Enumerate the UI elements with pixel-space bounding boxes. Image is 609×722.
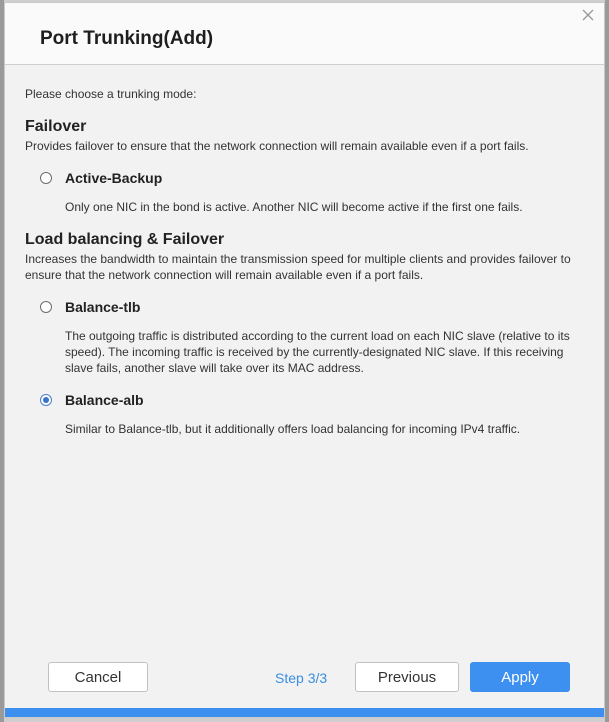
radio-active-backup[interactable] (40, 172, 52, 184)
close-icon (580, 7, 596, 23)
cancel-button[interactable]: Cancel (48, 662, 148, 692)
option-label-active-backup[interactable]: Active-Backup (65, 170, 163, 186)
section-desc-line: ensure that the network connection will remain available even if a port fails. (25, 268, 424, 282)
option-desc-line: The outgoing traffic is distributed according to the current load on each NIC slave (relative to its (65, 329, 570, 343)
option-desc-line: slave fails, another slave will take over its MAC address. (65, 361, 364, 375)
option-desc-line: speed). The incoming traffic is received by the currently-designated NIC slave. If this receiving (65, 345, 564, 359)
section-title-load-balancing: Load balancing & Failover (25, 231, 225, 248)
option-balance-alb[interactable] (40, 392, 144, 408)
radio-balance-alb[interactable] (40, 394, 52, 406)
dialog-bottom-accent-bar (5, 708, 604, 717)
previous-button[interactable]: Previous (355, 662, 459, 692)
radio-balance-tlb[interactable] (40, 301, 52, 313)
close-button[interactable] (580, 7, 596, 23)
option-desc-balance-tlb (65, 328, 590, 376)
option-balance-tlb[interactable] (40, 299, 140, 315)
section-desc-line: Increases the bandwidth to maintain the transmission speed for multiple clients and provides failover to (25, 252, 571, 266)
step-indicator: Step 3/3 (275, 670, 328, 686)
option-label-balance-tlb[interactable]: Balance-tlb (65, 299, 141, 315)
dialog-title: Port Trunking(Add) (40, 28, 214, 49)
section-desc-load-balancing (25, 251, 605, 283)
section-title-failover: Failover (25, 118, 87, 135)
section-desc-failover: Provides failover to ensure that the network connection will remain available even if a port fails. (25, 139, 529, 153)
option-desc-active-backup: Only one NIC in the bond is active. Another NIC will become active if the first one fails. (65, 200, 523, 214)
option-label-balance-alb[interactable]: Balance-alb (65, 392, 144, 408)
background-window-edge-right (605, 0, 609, 722)
option-desc-balance-alb: Similar to Balance-tlb, but it additionally offers load balancing for incoming IPv4 traffic. (65, 422, 521, 436)
intro-text: Please choose a trunking mode: (25, 87, 197, 101)
port-trunking-dialog (4, 2, 605, 718)
apply-button[interactable]: Apply (470, 662, 570, 692)
option-active-backup[interactable] (40, 170, 162, 186)
dialog-header (5, 3, 604, 65)
